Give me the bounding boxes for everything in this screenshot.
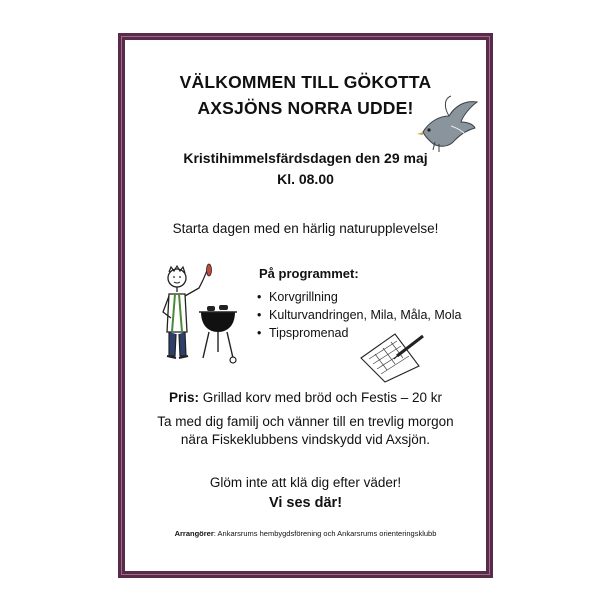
program-item: • Korvgrillning: [257, 288, 461, 306]
quiz-sheet-icon: [357, 328, 427, 384]
grilling-man-icon: [161, 262, 253, 374]
reminder-line-2: Vi ses där!: [268, 495, 343, 511]
organizers-label: Arrangörer: [174, 529, 214, 538]
reminder-line-1: Glöm inte att klä dig efter väder!: [209, 475, 402, 490]
price-text: Grillad korv med bröd och Festis – 20 kr: [198, 390, 443, 405]
intro-text: Starta dagen med en härlig naturupplevelse!: [172, 221, 439, 236]
organizers-text: : Ankarsrums hembygdsförening och Ankarsrums orienteringsklubb: [213, 529, 437, 538]
program-item: • Tipspromenad: [257, 324, 461, 342]
title-line-1: VÄLKOMMEN TILL GÖKOTTA: [179, 72, 432, 92]
price-line: [125, 390, 486, 405]
organizers-line: [125, 529, 486, 538]
time-line: Kl. 08.00: [277, 171, 334, 187]
cuckoo-bird-icon: [415, 92, 485, 154]
invite-line-2: nära Fiskeklubbens vindskydd vid Axsjön.: [180, 432, 431, 447]
poster: [118, 33, 493, 578]
invite-line-1: Ta med dig familj och vänner till en trevlig morgon: [157, 414, 454, 429]
date-line: Kristihimmelsfärdsdagen den 29 maj: [183, 150, 428, 166]
program-item: • Kulturvandringen, Mila, Måla, Mola: [257, 306, 461, 324]
title-line-2: AXSJÖNS NORRA UDDE!: [197, 98, 414, 118]
price-label: Pris:: [168, 390, 199, 405]
program-title: På programmet:: [259, 266, 359, 281]
